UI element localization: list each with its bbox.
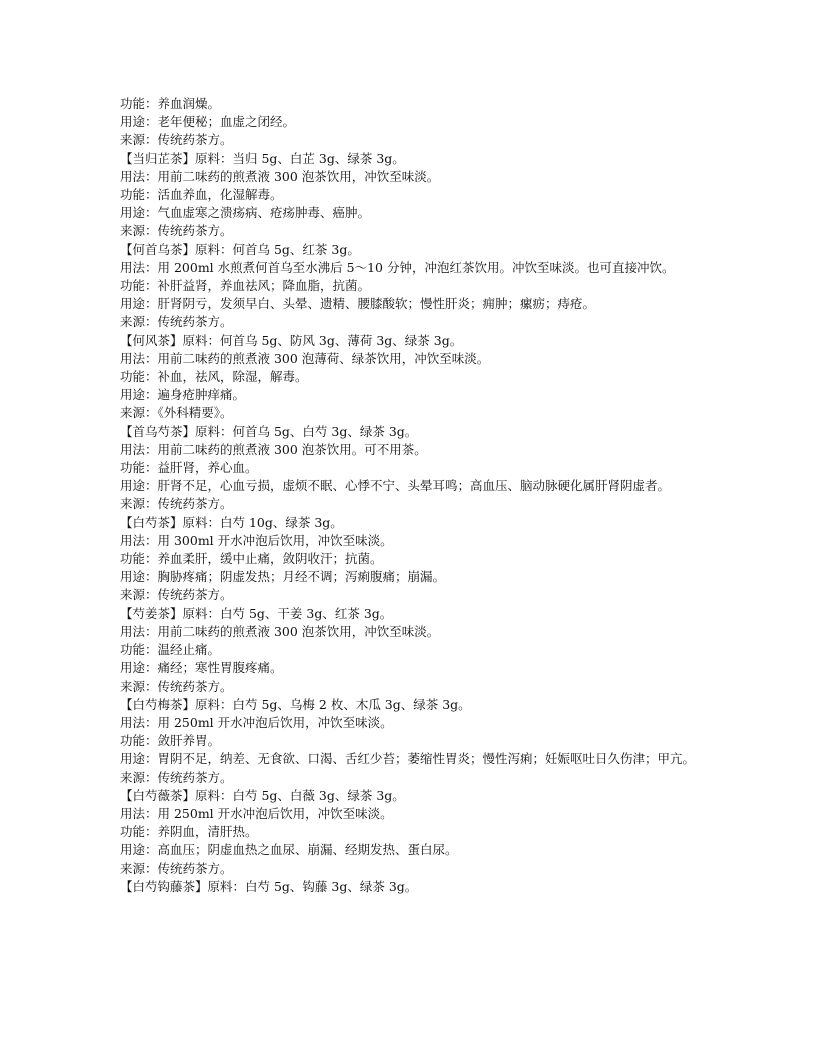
text-line: 用途：胃阴不足，纳差、无食欲、口渴、舌红少苔；萎缩性胃炎；慢性泻痢；妊娠呕吐日久伤津；甲亢。 [120, 751, 696, 767]
text-line: 用法：用 250ml 开水冲泡后饮用，冲饮至味淡。 [120, 805, 393, 821]
text-line: 用法：用 250ml 开水冲泡后饮用，冲饮至味淡。 [120, 714, 393, 730]
recipe-heading: 【白芍梅茶】原料：白芍 5g、乌梅 2 枚、木瓜 3g、绿茶 3g。 [120, 696, 471, 712]
text-line: 用途：痛经；寒性胃腹疼痛。 [120, 660, 283, 676]
recipe-heading: 【首乌芍茶】原料：何首乌 5g、白芍 3g、绿茶 3g。 [120, 423, 418, 439]
text-line: 功能：养血柔肝，缓中止痛，敛阴收汗；抗菌。 [120, 551, 383, 567]
text-line: 来源：传统药茶方。 [120, 587, 233, 603]
text-line: 用法：用前二味药的煎煮液 300 泡薄荷、绿茶饮用，冲饮至味淡。 [120, 350, 490, 366]
text-line: 来源：传统药茶方。 [120, 678, 233, 694]
text-line: 用途：高血压；阴虚血热之血尿、崩漏、经期发热、蛋白尿。 [120, 842, 458, 858]
text-line: 用法：用前二味药的煎煮液 300 泡茶饮用，冲饮至味淡。 [120, 623, 440, 639]
recipe-heading: 【芍姜茶】原料：白芍 5g、干姜 3g、红茶 3g。 [120, 605, 393, 621]
text-line: 来源：传统药茶方。 [120, 223, 233, 239]
text-line: 用途：胸胁疼痛；阴虚发热；月经不调；泻痢腹痛；崩漏。 [120, 569, 446, 585]
text-line: 来源：《外科精要》。 [120, 405, 233, 421]
text-line: 用途：气血虚寒之溃疡病、疮疡肿毒、癌肿。 [120, 205, 371, 221]
text-line: 功能：补肝益肾，养血祛风；降血脂，抗菌。 [120, 278, 371, 294]
text-line: 用途：肝肾不足，心血亏损，虚烦不眠、心悸不宁、头晕耳鸣；高血压、脑动脉硬化属肝肾阴虚者。 [120, 478, 671, 494]
document-body [120, 95, 700, 896]
text-line: 功能：敛肝养胃。 [120, 733, 221, 749]
recipe-heading: 【白芍钩藤茶】原料：白芍 5g、钩藤 3g、绿茶 3g。 [120, 878, 418, 894]
recipe-heading: 【白芍薇茶】原料：白芍 5g、白薇 3g、绿茶 3g。 [120, 787, 405, 803]
recipe-heading: 【何首乌茶】原料：何首乌 5g、红茶 3g。 [120, 241, 360, 257]
text-line: 来源：传统药茶方。 [120, 496, 233, 512]
recipe-heading: 【当归芷茶】原料：当归 5g、白芷 3g、绿茶 3g。 [120, 150, 405, 166]
text-line: 用法：用 200ml 水煎煮何首乌至水沸后 5～10 分钟，冲泡红茶饮用。冲饮至味淡。也可直接冲饮。 [120, 259, 675, 275]
text-line: 用途：肝肾阴亏，发须早白、头晕、遗精、腰膝酸软；慢性肝炎；痈肿；瘰疬；痔疮。 [120, 296, 596, 312]
text-line: 用法：用前二味药的煎煮液 300 泡茶饮用，冲饮至味淡。 [120, 168, 440, 184]
recipe-heading: 【白芍茶】原料：白芍 10g、绿茶 3g。 [120, 514, 343, 530]
text-line: 功能：益肝肾，养心血。 [120, 460, 258, 476]
text-line: 来源：传统药茶方。 [120, 769, 233, 785]
text-line: 来源：传统药茶方。 [120, 132, 233, 148]
text-line: 用法：用 300ml 开水冲泡后饮用，冲饮至味淡。 [120, 532, 393, 548]
text-line: 功能：补血，祛风，除湿，解毒。 [120, 369, 308, 385]
text-line: 功能：养血润燥。 [120, 96, 221, 111]
text-line: 用途：遍身疮肿痒痛。 [120, 387, 246, 403]
recipe-heading: 【何风茶】原料：何首乌 5g、防风 3g、薄荷 3g、绿茶 3g。 [120, 332, 463, 348]
text-line: 用途：老年便秘；血虚之闭经。 [120, 114, 296, 130]
text-line: 用法：用前二味药的煎煮液 300 泡茶饮用。可不用茶。 [120, 441, 427, 457]
text-line: 来源：传统药茶方。 [120, 314, 233, 330]
text-line: 功能：活血养血，化湿解毒。 [120, 187, 283, 203]
text-line: 功能：养阴血，清肝热。 [120, 824, 258, 840]
text-line: 功能：温经止痛。 [120, 642, 221, 658]
text-line: 来源：传统药茶方。 [120, 860, 233, 876]
